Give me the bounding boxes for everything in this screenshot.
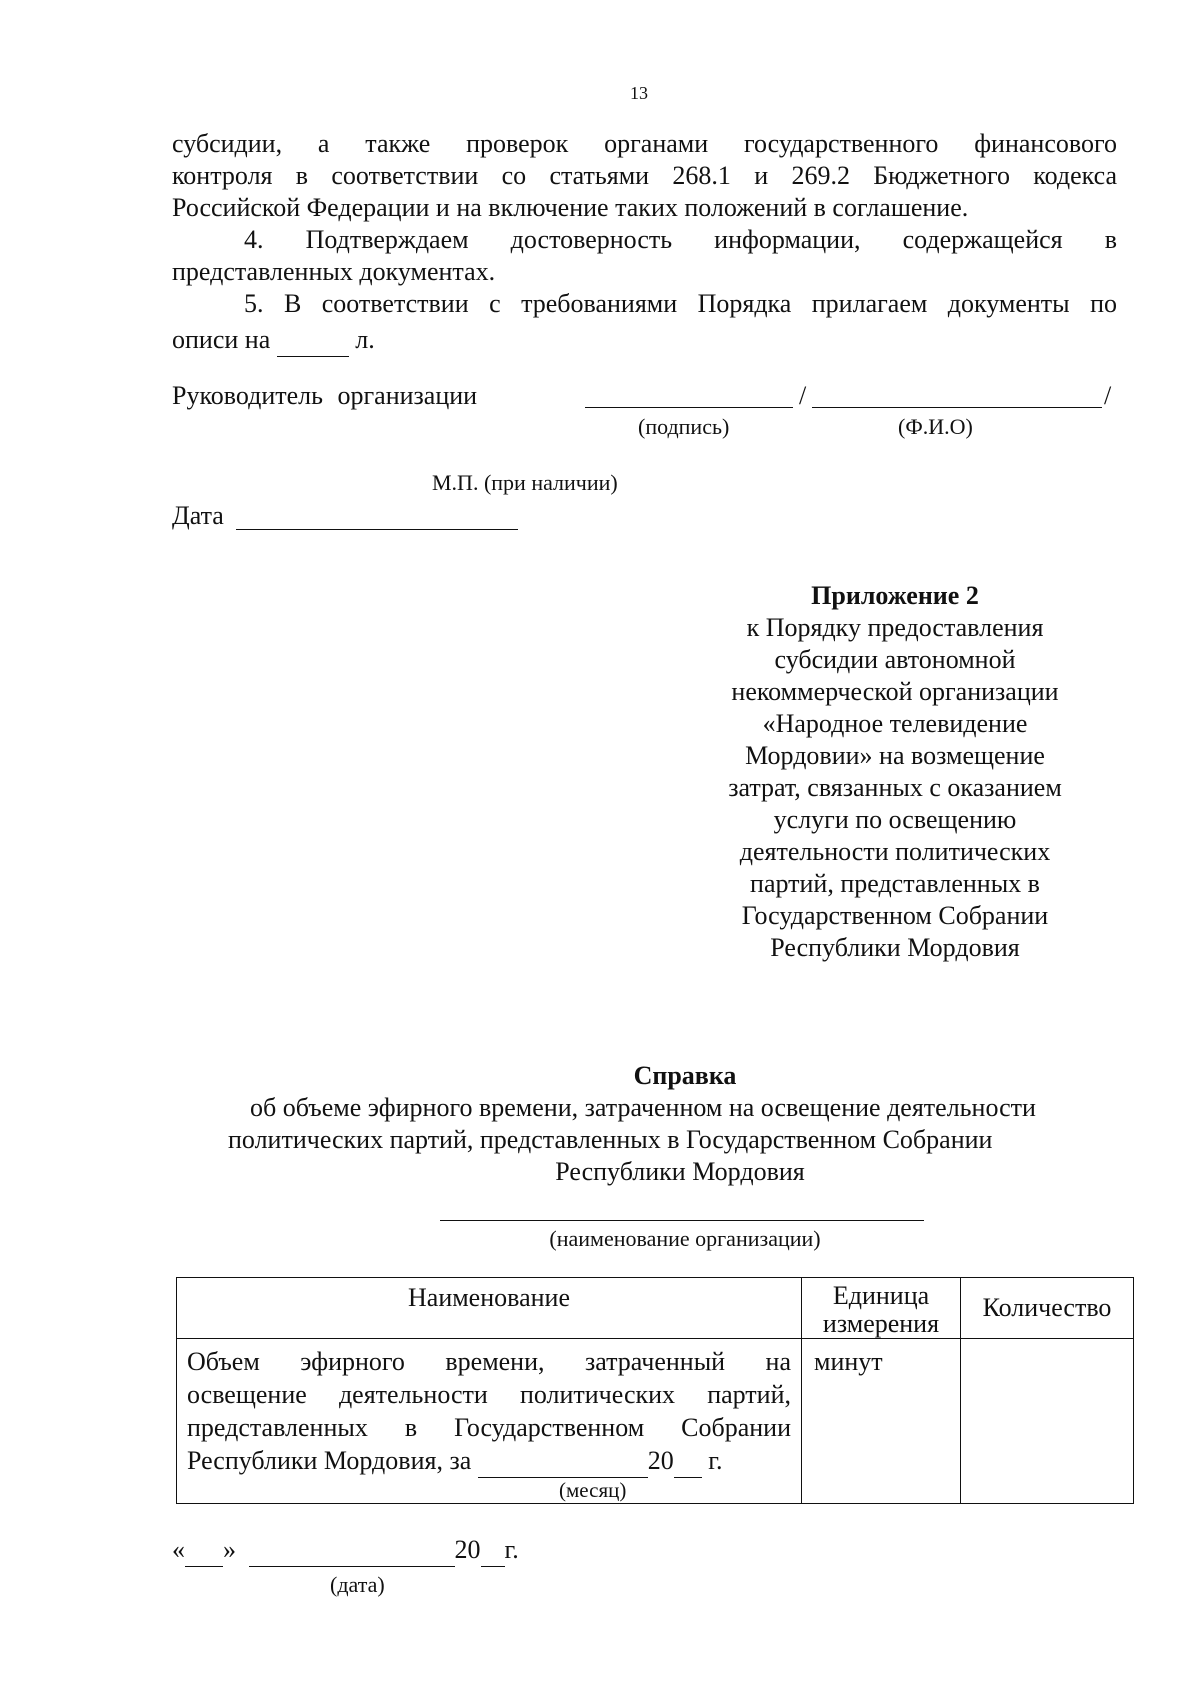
- appendix-line: Мордовии» на возмещение: [745, 741, 1045, 770]
- row-quantity: [961, 1339, 1133, 1351]
- appendix-line: услуги по освещению: [773, 805, 1017, 834]
- fio-caption: (Ф.И.О): [898, 414, 973, 439]
- footer-suffix: г.: [504, 1535, 519, 1564]
- header-name: [177, 1278, 802, 1339]
- item5-suffix: л.: [355, 325, 375, 354]
- row-line: освещение деятельности политических партий,: [187, 1380, 791, 1409]
- row-name-cell: [177, 1339, 802, 1504]
- row-unit: минут: [814, 1347, 883, 1376]
- date-label: Дата: [172, 501, 224, 530]
- airtime-table: [176, 1277, 1134, 1504]
- signature-blank[interactable]: [585, 407, 793, 408]
- month-name-blank[interactable]: [249, 1534, 455, 1567]
- appendix-line: деятельности политических: [739, 837, 1051, 866]
- appendix-line: затрат, связанных с оказанием: [728, 773, 1062, 802]
- appendix-line: Республики Мордовия: [770, 933, 1020, 962]
- appendix-line: некоммерческой организации: [731, 677, 1059, 706]
- appendix-line: партий, представленных в: [750, 869, 1040, 898]
- page-number: 13: [630, 83, 648, 103]
- paragraph-line: субсидии, а также проверок органами государственного финансового: [172, 129, 1117, 158]
- footer-open-quote: «: [172, 1535, 185, 1564]
- header-quantity-text: Количество: [982, 1293, 1112, 1322]
- header-unit: [802, 1278, 961, 1339]
- year-blank[interactable]: [674, 1444, 702, 1478]
- item4-line1: 4. Подтверждаем достоверность информации, содержащейся в: [244, 225, 1117, 254]
- signature-label: Руководитель организации: [172, 381, 478, 410]
- stamp-note: М.П. (при наличии): [432, 470, 618, 495]
- item5-prefix: описи на: [172, 325, 271, 354]
- header-unit-line2: измерения: [822, 1309, 940, 1338]
- certificate-line: политических партий, представленных в Государственном Собрании: [228, 1125, 993, 1154]
- row-last-line: [187, 1444, 791, 1478]
- appendix-line: Государственном Собрании: [741, 901, 1049, 930]
- footer-year: 20: [454, 1535, 481, 1564]
- fio-blank[interactable]: [812, 407, 1102, 408]
- appendix-block: [700, 580, 1090, 964]
- certificate-line: об объеме эфирного времени, затраченном на освещение деятельности: [250, 1093, 1036, 1122]
- row-line: представленных в Государственном Собрании: [187, 1413, 791, 1442]
- month-caption: (месяц): [559, 1478, 627, 1502]
- row-line: Объем эфирного времени, затраченный на: [187, 1347, 791, 1376]
- table-row: [177, 1339, 1134, 1504]
- appendix-line: к Порядку предоставления: [746, 613, 1044, 642]
- row-unit-cell: [802, 1339, 961, 1504]
- header-name-text: Наименование: [408, 1283, 570, 1312]
- footer-year-blank[interactable]: [481, 1534, 505, 1567]
- day-blank[interactable]: [185, 1534, 223, 1567]
- organization-caption: (наименование организации): [549, 1226, 821, 1251]
- item5-line2: [172, 324, 375, 357]
- footer-date: [172, 1534, 519, 1567]
- row-quantity-cell[interactable]: [961, 1339, 1134, 1504]
- organization-name-blank[interactable]: [440, 1220, 924, 1221]
- appendix-line: субсидии автономной: [774, 645, 1016, 674]
- footer-close-quote: »: [223, 1535, 236, 1564]
- paragraph-line: контроля в соответствии со статьями 268.1 и 269.2 Бюджетного кодекса: [172, 161, 1117, 190]
- appendix-line: «Народное телевидение: [762, 709, 1028, 738]
- signature-caption: (подпись): [638, 414, 730, 439]
- appendix-title: Приложение 2: [811, 581, 979, 610]
- sheets-count-blank[interactable]: [277, 324, 349, 357]
- table-header-row: [177, 1278, 1134, 1339]
- row-year: 20: [647, 1446, 674, 1475]
- item4-line2: представленных документах.: [172, 257, 496, 286]
- footer-date-caption: (дата): [330, 1572, 385, 1597]
- date-blank[interactable]: [236, 529, 518, 530]
- header-unit-line1: Единица: [832, 1281, 930, 1310]
- signature-slash: /: [799, 381, 807, 410]
- paragraph-line: Российской Федерации и на включение таких положений в соглашение.: [172, 193, 969, 222]
- row-last-prefix: Республики Мордовия, за: [187, 1446, 472, 1475]
- certificate-title: Справка: [633, 1061, 737, 1090]
- month-blank[interactable]: [478, 1444, 648, 1478]
- item5-line1: 5. В соответствии с требованиями Порядка прилагаем документы по: [244, 289, 1117, 318]
- row-last-suffix: г.: [708, 1446, 723, 1475]
- header-quantity: [961, 1278, 1134, 1339]
- fio-slash: /: [1104, 381, 1112, 410]
- certificate-line: Республики Мордовия: [555, 1157, 805, 1186]
